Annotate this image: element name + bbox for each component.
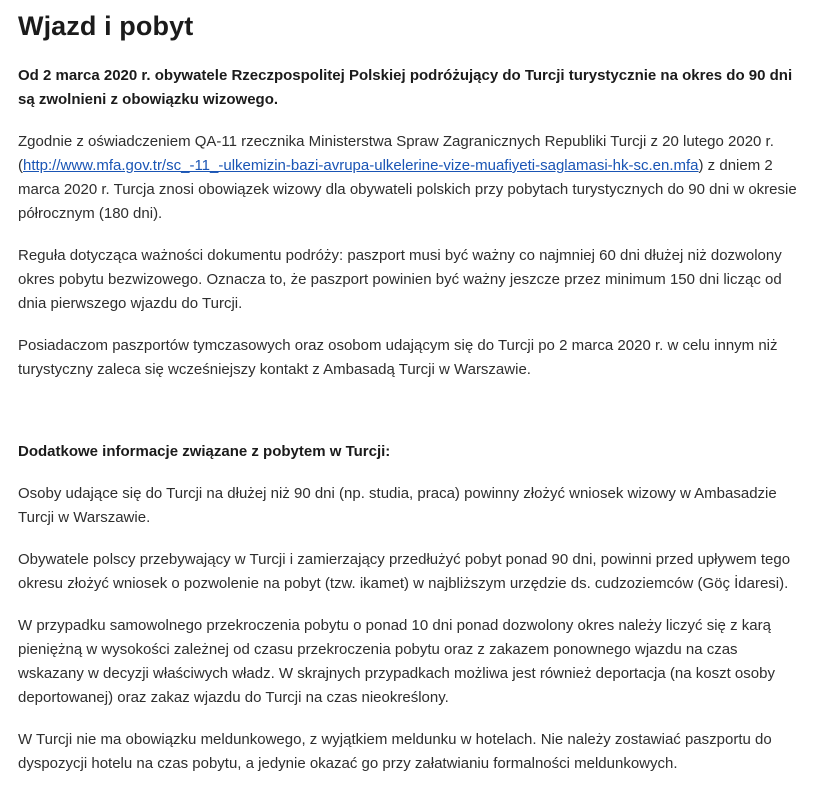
paragraph-passport-validity: Reguła dotycząca ważności dokumentu podróży: paszport musi być ważny co najmniej 60 dni dłużej niż dozwolony okres pobytu bezwizowego. Oznacza to, że paszport powinien być ważny jeszcze przez minimum 150 dni licząc od dnia pierwszego wjazdu do Turcji. xyxy=(18,247,782,312)
paragraph-long-stay-visa: Osoby udające się do Turcji na dłużej niż 90 dni (np. studia, praca) powinny złożyć wniosek wizowy w Ambasadzie Turcji w Warszawie. xyxy=(18,485,777,526)
page-title: Wjazd i pobyt xyxy=(18,11,194,41)
paragraph-overstay-penalties: W przypadku samowolnego przekroczenia pobytu o ponad 10 dni ponad dozwolony okres należy liczyć się z karą pieniężną w wysokości zależnej od czasu przekroczenia pobytu oraz z zakazem ponownego wjazdu na czas wskazany w decyzji właściwych władz. W skrajnych przypadkach możliwa jest również deportacja (na koszt osoby deportowanej) oraz zakaz wjazdu do Turcji na czas nieokreślony. xyxy=(18,617,775,706)
paragraph-statement xyxy=(18,130,806,226)
lead-paragraph: Od 2 marca 2020 r. obywatele Rzeczpospolitej Polskiej podróżujący do Turcji turystycznie na okres do 90 dni są zwolnieni z obowiązku wizowego. xyxy=(18,67,793,108)
paragraph-statement-text-before: Zgodnie z oświadczeniem QA-11 rzecznika Ministerstwa Spraw Zagranicznych Republiki Turcji z 20 lutego 2020 r. ( xyxy=(18,133,774,174)
paragraph-temporary-passports: Posiadaczom paszportów tymczasowych oraz osobom udającym się do Turcji po 2 marca 2020 r. w celu innym niż turystyczny zaleca się wcześniejszy kontakt z Ambasadą Turcji w Warszawie. xyxy=(18,337,778,378)
section-heading-additional-info: Dodatkowe informacje związane z pobytem w Turcji: xyxy=(18,443,391,460)
paragraph-registration: W Turcji nie ma obowiązku meldunkowego, z wyjątkiem meldunku w hotelach. Nie należy zostawiać paszportu do dyspozycji hotelu na czas pobytu, a jedynie okazać go przy załatwianiu formalności meldunkowych. xyxy=(18,731,772,772)
paragraph-statement-text-after: ) z dniem 2 marca 2020 r. Turcja znosi obowiązek wizowy dla obywateli polskich przy pobytach turystycznych do 90 dni w okresie półrocznym (180 dni). xyxy=(18,157,797,222)
paragraph-residence-permit: Obywatele polscy przebywający w Turcji i zamierzający przedłużyć pobyt ponad 90 dni, powinni przed upływem tego okresu złożyć wniosek o pozwolenie na pobyt (tzw. ikamet) w najbliższym urzędzie ds. cudzoziemców (Göç İdaresi). xyxy=(18,551,791,592)
mfa-statement-link[interactable]: http://www.mfa.gov.tr/sc_-11_-ulkemizin-bazi-avrupa-ulkelerine-vize-muafiyeti-saglamasi-hk-sc.en.mfa xyxy=(23,157,699,174)
